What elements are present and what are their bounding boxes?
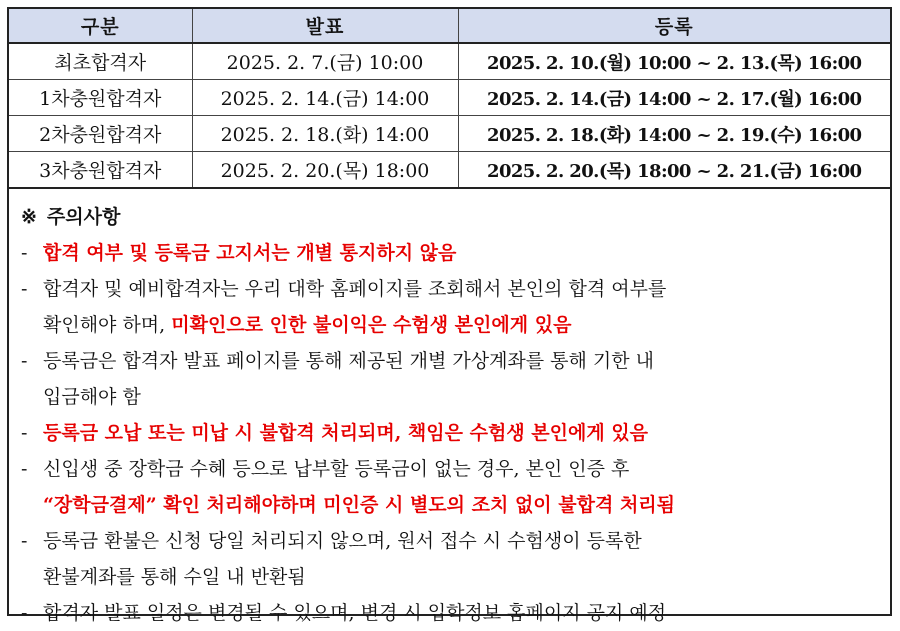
note-text: 합격 여부 및 등록금 고지서는 개별 통지하지 않음 <box>43 242 457 264</box>
note-text: 입금해야 함 <box>43 386 141 408</box>
note-item <box>21 523 881 595</box>
category-cell: 최초합격자 <box>9 43 192 80</box>
note-item <box>21 271 881 343</box>
table-row <box>9 43 890 80</box>
header-category: 구분 <box>9 9 192 43</box>
notice-frame <box>7 7 892 624</box>
announce-cell: 2025. 2. 20.(목) 18:00 <box>192 152 458 189</box>
table-row <box>9 80 890 116</box>
note-item <box>21 595 881 631</box>
register-cell: 2025. 2. 20.(목) 18:00 ~ 2. 21.(금) 16:00 <box>458 152 890 189</box>
register-cell: 2025. 2. 10.(월) 10:00 ~ 2. 13.(목) 16:00 <box>458 43 890 80</box>
table-row <box>9 116 890 152</box>
note-item <box>21 415 881 451</box>
reference-mark-icon: ※ <box>21 206 37 228</box>
category-cell: 3차충원합격자 <box>9 152 192 189</box>
bullet-dash: - <box>21 530 28 552</box>
notes-heading <box>21 199 120 235</box>
note-text: 등록금 오납 또는 미납 시 불합격 처리되며, 책임은 수험생 본인에게 있음 <box>43 422 649 444</box>
note-text: 환불계좌를 통해 수일 내 반환됨 <box>43 566 306 588</box>
register-cell: 2025. 2. 18.(화) 14:00 ~ 2. 19.(수) 16:00 <box>458 116 890 152</box>
note-text: 등록금 환불은 신청 당일 처리되지 않으며, 원서 접수 시 수험생이 등록한 <box>43 530 642 552</box>
announce-cell: 2025. 2. 14.(금) 14:00 <box>192 80 458 116</box>
bullet-dash: - <box>21 242 28 264</box>
header-register: 등록 <box>458 9 890 43</box>
bullet-dash: - <box>21 278 28 300</box>
bullet-dash: - <box>21 458 28 480</box>
announce-cell: 2025. 2. 18.(화) 14:00 <box>192 116 458 152</box>
note-item <box>21 451 881 523</box>
note-text: 신입생 중 장학금 수혜 등으로 납부할 등록금이 없는 경우, 본인 인증 후 <box>43 458 630 480</box>
note-text-highlight: “장학금결제” 확인 처리해야하며 미인증 시 별도의 조치 없이 불합격 처리됨 <box>43 494 676 516</box>
note-text-highlight: 미확인으로 인한 불이익은 수험생 본인에게 있음 <box>171 314 572 336</box>
category-cell: 2차충원합격자 <box>9 116 192 152</box>
table-header-row <box>9 9 890 43</box>
schedule-table <box>9 9 890 189</box>
note-text: 확인해야 하며, <box>43 314 166 336</box>
bullet-dash: - <box>21 602 28 624</box>
bullet-dash: - <box>21 422 28 444</box>
header-announce: 발표 <box>192 9 458 43</box>
notes-title: 주의사항 <box>46 206 121 228</box>
announce-cell: 2025. 2. 7.(금) 10:00 <box>192 43 458 80</box>
table-row <box>9 152 890 189</box>
register-cell: 2025. 2. 14.(금) 14:00 ~ 2. 17.(월) 16:00 <box>458 80 890 116</box>
note-text: 합격자 발표 일정은 변경될 수 있으며, 변경 시 입학정보 홈페이지 공지 예정 <box>43 602 667 624</box>
note-item <box>21 343 881 415</box>
note-text: 합격자 및 예비합격자는 우리 대학 홈페이지를 조회해서 본인의 합격 여부를 <box>43 278 667 300</box>
note-text: 등록금은 합격자 발표 페이지를 통해 제공된 개별 가상계좌를 통해 기한 내 <box>43 350 655 372</box>
bullet-dash: - <box>21 350 28 372</box>
category-cell: 1차충원합격자 <box>9 80 192 116</box>
note-item <box>21 235 881 271</box>
